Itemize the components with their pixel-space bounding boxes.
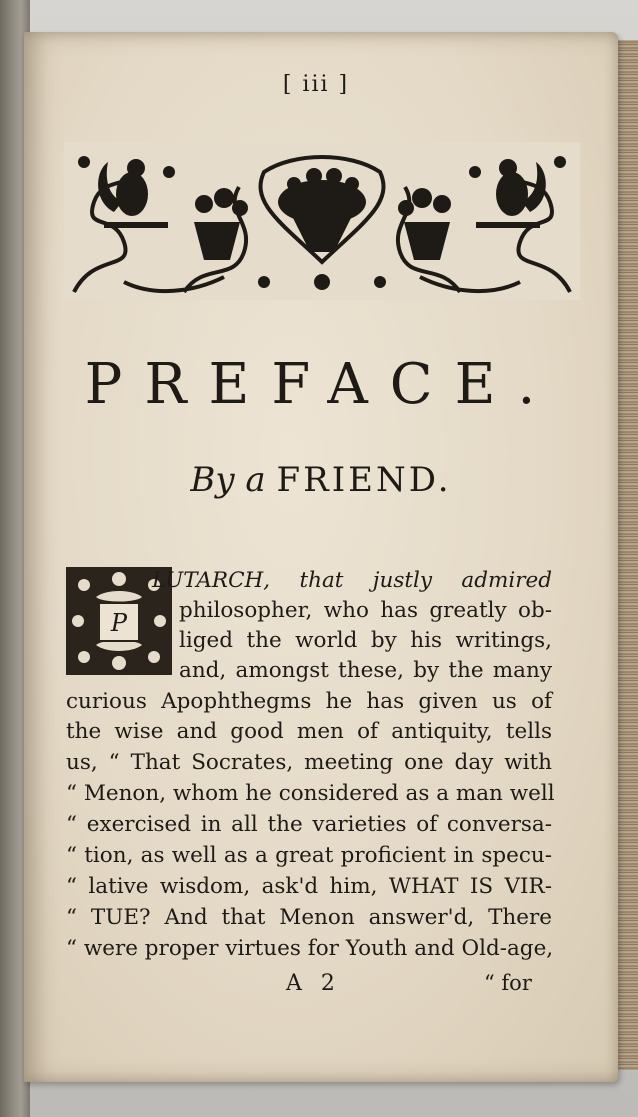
catchword: “ for [484,971,532,995]
body-line: “ exercised in all the varieties of conversa- [66,812,552,837]
subtitle-friend: FRIEND. [276,460,452,500]
page-number: [ iii ] [282,72,350,97]
body-line: us, “ That Socrates, meeting one day with [66,750,552,775]
book-page [24,32,618,1082]
body-line: “ Menon, whom he considered as a man well [66,781,555,806]
body-line: philosopher, who has greatly ob- [179,598,552,623]
drop-cap-letter: P [110,609,128,637]
body-line: the wise and good men of antiquity, tells [66,719,552,744]
body-line: and, amongst these, by the many [179,658,552,683]
body-line: curious Apophthegms he has given us of [66,689,552,714]
body-line: “ lative wisdom, ask'd him, WHAT IS VIR- [66,874,552,899]
body-line: LUTARCH, that justly admired [152,568,552,593]
subtitle-by: By a [190,460,266,500]
body-line: “ TUE? And that Menon answer'd, There [66,905,552,930]
body-line: “ were proper virtues for Youth and Old-age, [66,936,554,961]
page-edges [615,40,638,1070]
floral-headpiece-ornament [64,142,580,300]
body-line: “ tion, as well as a great proficient in specu- [66,843,552,868]
signature-mark: A 2 [286,971,341,996]
page-subtitle [24,460,618,500]
body-line: liged the world by his writings, [179,628,552,653]
page-title: PREFACE. [84,352,558,417]
